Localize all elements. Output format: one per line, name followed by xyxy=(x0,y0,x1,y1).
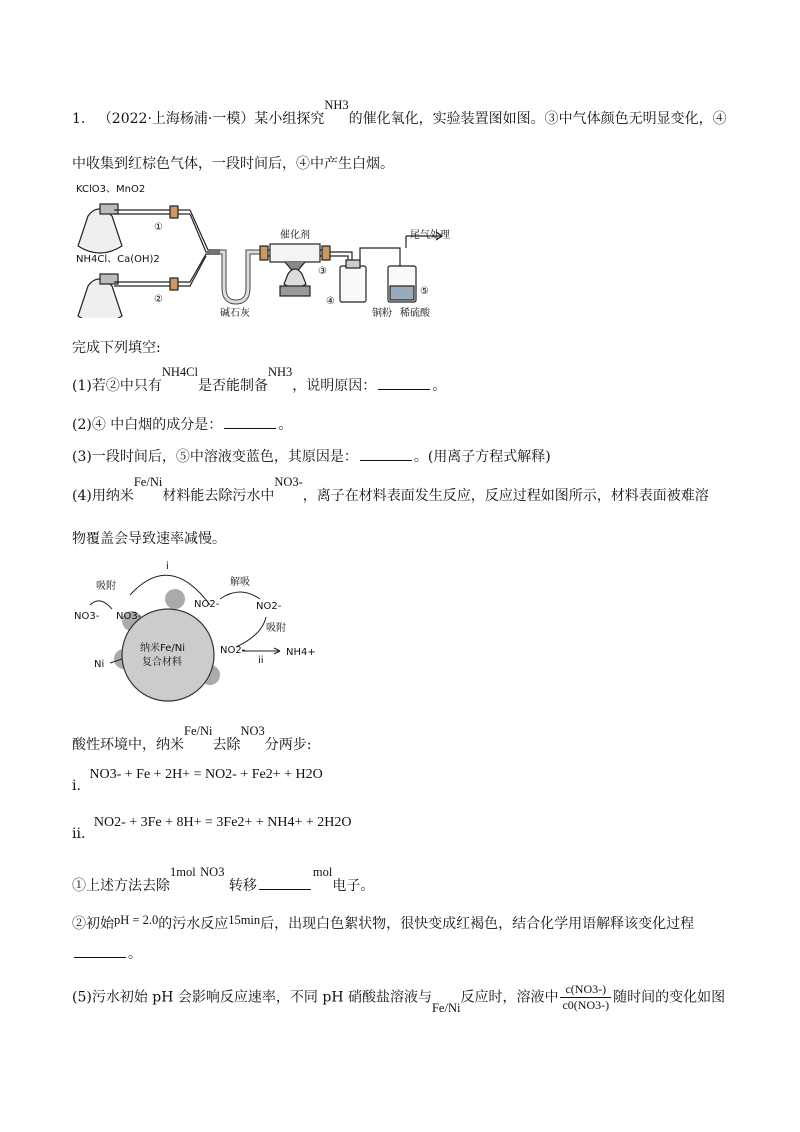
p1-text-a: (1)若②中只有 xyxy=(72,378,162,394)
p2-text-a: (2)④ 中白烟的成分是： xyxy=(72,417,223,433)
step-i-line xyxy=(72,767,323,794)
formula-feni-3: Fe/Ni xyxy=(431,1000,461,1015)
bottle-4-icon xyxy=(340,266,366,302)
label-adsorb-2: 吸附 xyxy=(266,623,286,634)
ion-no2-readsorbed: NO2- xyxy=(220,645,246,656)
ratio-numerator: c(NO3-) xyxy=(560,982,611,998)
part-1 xyxy=(72,365,447,395)
formula-no3: NO3- xyxy=(274,475,303,489)
s1-text-a: ①上述方法去除 xyxy=(72,878,170,894)
step-ii-line xyxy=(72,815,352,842)
p4-text-b: 材料能去除污水中 xyxy=(162,488,275,504)
s1-text-d: 电子。 xyxy=(332,878,375,894)
arrow-desorb xyxy=(220,592,260,599)
p4-text-c: ，离子在材料表面发生反应，反应过程如图所示，材料表面被难溶 xyxy=(302,488,709,504)
ni-particle-icon xyxy=(165,589,185,609)
label-step-i: i xyxy=(166,561,169,572)
part-4-line-1 xyxy=(72,475,709,505)
concentration-ratio xyxy=(560,982,611,1013)
core-label-2: 复合材料 xyxy=(142,657,182,668)
sub-question-1 xyxy=(72,865,375,895)
step-i-label: i. xyxy=(72,778,81,794)
formula-feni: Fe/Ni xyxy=(133,475,163,489)
flask-1-icon xyxy=(78,209,122,253)
ion-no3-adsorbed: NO3- xyxy=(116,611,142,622)
acid-text-c: 分两步: xyxy=(264,737,312,753)
equation-step-i: NO3- + Fe + 2H+ = NO2- + Fe2+ + H2O xyxy=(89,767,323,782)
part-3 xyxy=(72,446,551,466)
p1-text-b: 是否能制备 xyxy=(197,378,268,394)
label-catalyst: 催化剂 xyxy=(280,230,310,241)
quantity-1mol: 1mol xyxy=(170,865,196,879)
answer-blank-4[interactable] xyxy=(259,878,311,890)
s2-text-b: 的污水反应 xyxy=(158,916,229,932)
catalyst-tube-icon xyxy=(270,244,320,262)
label-dilute-acid: 稀硫酸 xyxy=(400,308,430,318)
acid-text-a: 酸性环境中，纳米 xyxy=(72,737,184,753)
ratio-denominator: c0(NO3-) xyxy=(562,998,610,1012)
part-4-line-2: 物覆盖会导致速率减慢。 xyxy=(72,531,226,547)
p5-text-b: 反应时，溶液中 xyxy=(460,989,559,1006)
s1-text-b: 转移 xyxy=(228,878,257,894)
arrow-adsorb-2 xyxy=(236,617,266,647)
unit-mol: mol xyxy=(312,865,333,879)
part-2 xyxy=(72,414,292,434)
burner-icon xyxy=(284,269,306,288)
question-1-line-2: 中收集到红棕色气体，一段时间后，④中产生白烟。 xyxy=(72,156,394,172)
formula-nh4cl: NH4Cl xyxy=(161,365,198,379)
p3-text-a: (3)一段时间后，⑤中溶液变蓝色，其原因是： xyxy=(72,449,358,465)
question-1-line-1 xyxy=(72,98,727,128)
s2-text-c: 后，出现白色絮状物，很快变成红褐色，结合化学用语解释该变化过程 xyxy=(260,916,695,932)
ion-nh4: NH4+ xyxy=(286,647,316,658)
acid-env-line xyxy=(72,724,312,754)
label-soda-lime: 碱石灰 xyxy=(220,308,250,318)
label-exhaust: 尾气处理 xyxy=(410,230,450,241)
flask-2-icon xyxy=(78,279,122,318)
marker-5: ⑤ xyxy=(420,286,429,297)
acid-text-b: 去除 xyxy=(212,737,241,753)
formula-nh3: NH3 xyxy=(324,98,349,112)
label-adsorb-1: 吸附 xyxy=(96,581,116,592)
p2-text-b: 。 xyxy=(278,417,293,433)
step-ii-label: ii. xyxy=(72,826,86,842)
nano-feni-sphere xyxy=(122,609,214,701)
marker-1: ① xyxy=(154,222,163,233)
equation-step-ii: NO2- + 3Fe + 8H+ = 3Fe2+ + NH4+ + 2H2O xyxy=(93,815,352,830)
label-copper: 铜粉 xyxy=(372,308,392,318)
value-ph: pH = 2.0 xyxy=(114,913,159,927)
value-time: 15min xyxy=(228,913,261,927)
answer-blank-1[interactable] xyxy=(378,378,430,390)
intro-text: 完成下列填空: xyxy=(72,340,161,356)
p5-text-a: (5)污水初始 pH 会影响反应速率，不同 pH 硝酸盐溶液与 xyxy=(72,989,432,1006)
formula-feni-2: Fe/Ni xyxy=(184,724,213,738)
answer-blank-2[interactable] xyxy=(224,417,276,429)
ion-no2-surface: NO2- xyxy=(194,599,220,610)
question-source: （2022·上海杨浦·一模）某小组探究 xyxy=(97,111,325,127)
sub-question-2 xyxy=(72,913,694,933)
label-step-ii: ii xyxy=(258,655,264,666)
formula-no3-3: NO3 xyxy=(200,865,225,879)
p5-text-c: 随时间的变化如图 xyxy=(613,989,726,1006)
p1-text-d: 。 xyxy=(432,378,447,394)
s2-text-a: ②初始 xyxy=(72,916,114,932)
ion-no3-solution: NO3- xyxy=(74,611,100,622)
formula-no3-2: NO3 xyxy=(240,724,265,738)
p3-text-b: 。(用离子方程式解释) xyxy=(413,449,551,465)
p4-text-a: (4)用纳米 xyxy=(72,488,134,504)
label-kclo3: KClO3、MnO2 xyxy=(76,184,146,195)
label-desorb: 解吸 xyxy=(230,577,250,588)
marker-2: ② xyxy=(154,294,163,305)
core-label-1: 纳米Fe/Ni xyxy=(140,643,185,654)
label-ni: Ni xyxy=(94,659,105,670)
arrow-adsorb-1 xyxy=(90,601,112,609)
p1-text-c: ，说明原因： xyxy=(292,378,377,394)
answer-blank-3[interactable] xyxy=(360,449,412,461)
mechanism-diagram xyxy=(70,555,350,720)
marker-4: ④ xyxy=(326,296,335,307)
answer-blank-5[interactable] xyxy=(74,946,126,958)
apparatus-diagram xyxy=(70,178,490,318)
label-nh4cl-caoh2: NH4Cl、Ca(OH)2 xyxy=(76,254,160,265)
s2-text-d: 。 xyxy=(128,946,142,962)
part-5 xyxy=(72,982,725,1013)
question-text: 的催化氧化，实验装置图如图。③中气体颜色无明显变化，④ xyxy=(348,111,727,127)
formula-nh3-2: NH3 xyxy=(267,365,293,379)
marker-3: ③ xyxy=(318,266,327,277)
question-number: 1. xyxy=(72,111,86,127)
ion-no2-solution: NO2- xyxy=(256,601,282,612)
sub-question-2-line-2 xyxy=(72,943,142,963)
